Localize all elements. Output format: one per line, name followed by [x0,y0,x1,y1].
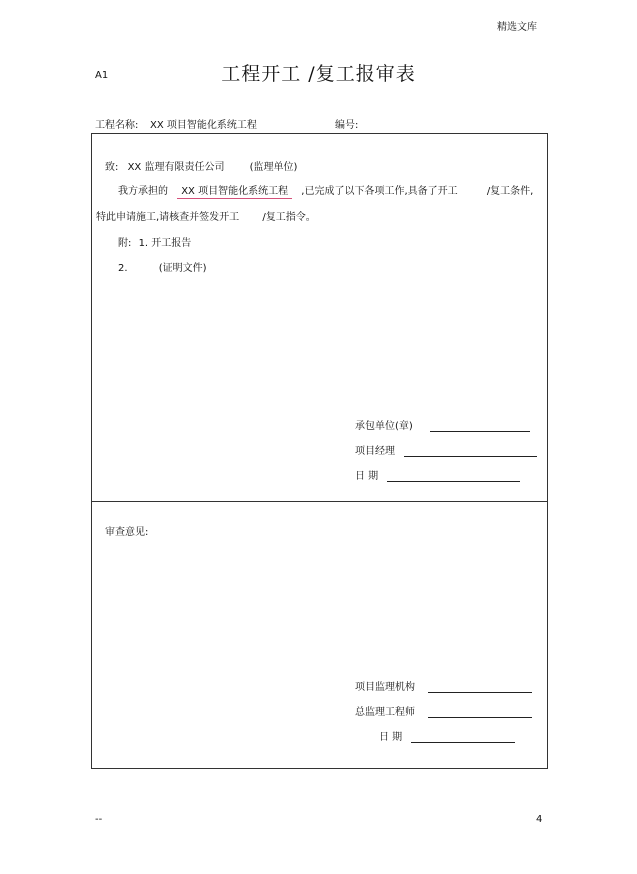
manager-label: 项目经理 [355,446,395,457]
supervision-org-label: 项目监理机构 [355,682,415,693]
attach-2-num: 2. [118,263,128,274]
attachment-1 [118,234,191,249]
number-label: 编号: [335,120,359,131]
body-line-1 [118,182,533,197]
addressee-line [105,158,297,173]
manager-signature [355,442,537,457]
form-code: A1 [95,70,109,81]
page-number: 4 [536,814,543,825]
manager-signature-line[interactable] [404,456,537,457]
contractor-signature-line[interactable] [430,431,530,432]
body-project-name: XX 项目智能化系统工程 [177,186,292,199]
body-line-2b: /复工指令。 [262,212,316,223]
review-section [91,501,548,769]
to-prefix: 致: [105,162,119,173]
contractor-signature [355,417,530,432]
body-line-2a: 特此申请施工,请核查并签发开工 [96,212,240,223]
body-line-2 [96,208,316,223]
attach-1-text: 1. 开工报告 [138,238,192,249]
to-company: XX 监理有限责任公司 [127,162,225,173]
review-label: 审查意见: [105,527,149,538]
review-date [379,728,515,743]
application-date [355,467,520,482]
supervision-org-signature [355,678,532,693]
header-brand: 精选文库 [497,22,537,33]
chief-engineer-signature [355,703,532,718]
supervision-org-signature-line[interactable] [428,692,532,693]
contractor-label: 承包单位(章) [355,421,413,432]
project-label: 工程名称: [95,120,139,131]
application-section [91,133,548,502]
to-role: (监理单位) [249,162,298,173]
review-date-line[interactable] [411,742,515,743]
project-name: XX 项目智能化系统工程 [150,120,257,131]
application-date-line[interactable] [387,481,520,482]
chief-engineer-label: 总监理工程师 [355,707,415,718]
body-start: 我方承担的 [118,186,168,197]
chief-engineer-signature-line[interactable] [428,717,532,718]
page-title: 工程开工 /复工报审表 [221,63,416,85]
attachment-2 [118,259,207,274]
body-mid: ,已完成了以下各项工作,具备了开工 [301,186,458,197]
footer-left: -- [95,814,103,825]
attach-2-text: (证明文件) [158,263,207,274]
body-end-1: /复工条件, [486,186,534,197]
review-date-label: 日 期 [379,732,403,743]
application-date-label: 日 期 [355,471,379,482]
attach-label: 附: [118,238,132,249]
